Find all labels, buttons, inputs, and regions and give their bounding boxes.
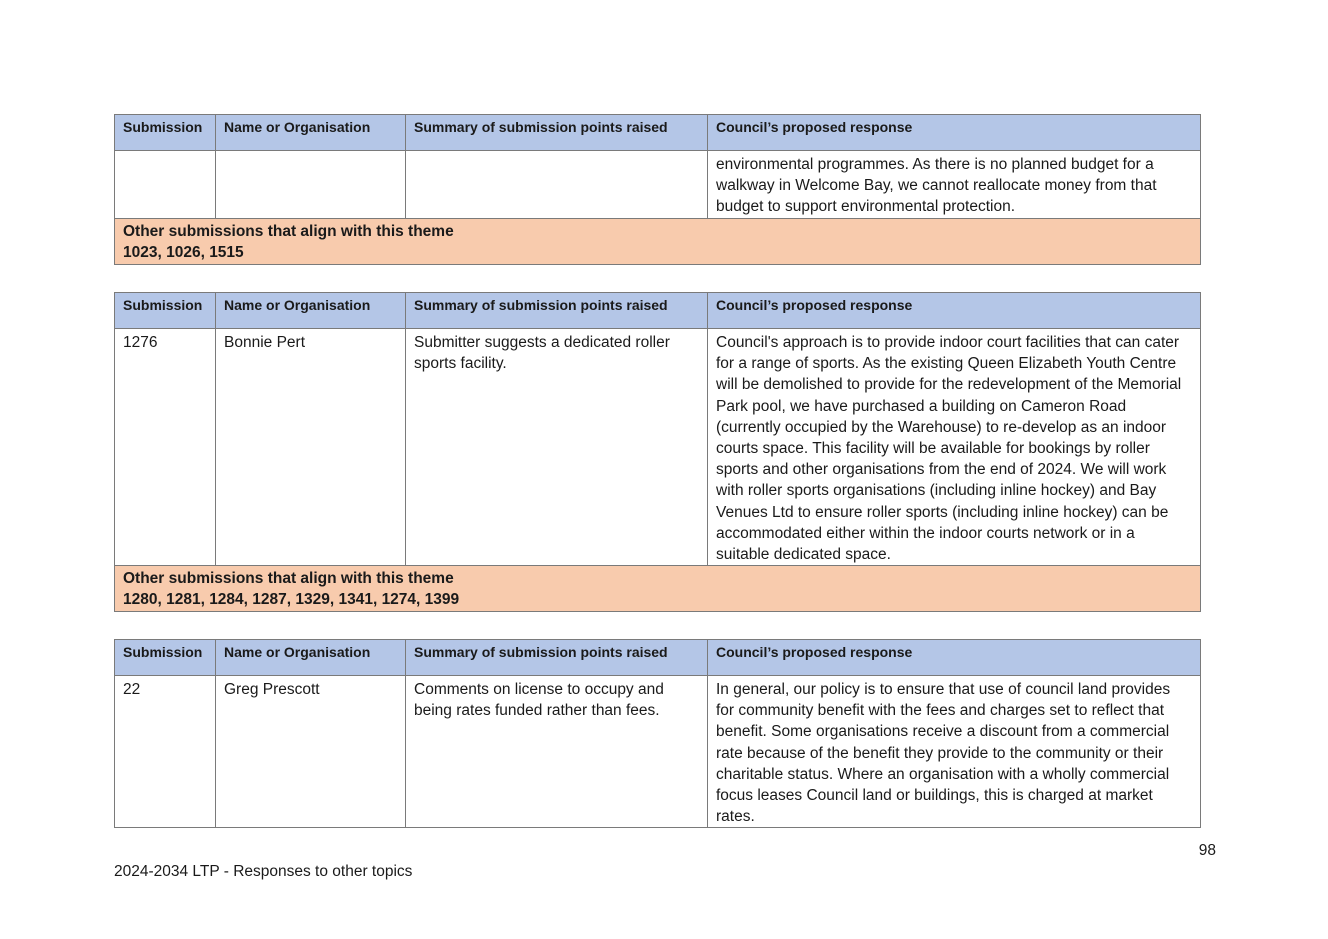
cell-summary: Submitter suggests a dedicated roller sports facility. (406, 329, 708, 566)
theme-cell (115, 218, 1201, 264)
header-name: Name or Organisation (216, 115, 406, 151)
cell-submission (115, 151, 216, 219)
submission-table-2 (114, 292, 1201, 612)
cell-submission: 1276 (115, 329, 216, 566)
header-response: Council’s proposed response (708, 115, 1201, 151)
table-header-row (115, 115, 1201, 151)
cell-summary: Comments on license to occupy and being rates funded rather than fees. (406, 676, 708, 828)
table-header-row (115, 640, 1201, 676)
header-name: Name or Organisation (216, 293, 406, 329)
page-footer: 2024-2034 LTP - Responses to other topics (114, 863, 413, 880)
header-summary: Summary of submission points raised (406, 115, 708, 151)
header-response: Council’s proposed response (708, 640, 1201, 676)
header-summary: Summary of submission points raised (406, 293, 708, 329)
theme-ids: 1280, 1281, 1284, 1287, 1329, 1341, 1274, 1399 (123, 591, 460, 609)
theme-ids: 1023, 1026, 1515 (123, 243, 244, 261)
table-header-row (115, 293, 1201, 329)
header-submission: Submission (115, 293, 216, 329)
theme-row (115, 566, 1201, 612)
header-submission: Submission (115, 115, 216, 151)
header-summary: Summary of submission points raised (406, 640, 708, 676)
cell-response: environmental programmes. As there is no planned budget for a walkway in Welcome Bay, we cannot reallocate money from that budget to support environmental protection. (708, 151, 1201, 219)
header-submission: Submission (115, 640, 216, 676)
header-response: Council’s proposed response (708, 293, 1201, 329)
theme-label: Other submissions that align with this theme (123, 222, 454, 240)
cell-response: In general, our policy is to ensure that use of council land provides for community benefit with the fees and charges set to reflect that benefit. Some organisations receive a discount from a commercial rate because of the benefit they provide to the community or their charitable status. Where an organisation with a wholly commercial focus leases Council land or buildings, this is charged at market rates. (708, 676, 1201, 828)
theme-cell (115, 566, 1201, 612)
submission-table-3 (114, 639, 1201, 828)
cell-name (216, 151, 406, 219)
theme-row (115, 218, 1201, 264)
cell-response: Council's approach is to provide indoor court facilities that can cater for a range of sports. As the existing Queen Elizabeth Youth Centre will be demolished to provide for the redevelopment of the Memorial Park pool, we have purchased a building on Cameron Road (currently occupied by the Warehouse) to re-develop as an indoor courts space. This facility will be available for bookings by roller sports and other organisations from the end of 2024. We will work with roller sports organisations (including inline hockey) and Bay Venues Ltd to ensure roller sports (including inline hockey) can be accommodated either within the indoor courts network or in a suitable dedicated space. (708, 329, 1201, 566)
theme-label: Other submissions that align with this theme (123, 570, 454, 588)
header-name: Name or Organisation (216, 640, 406, 676)
cell-summary (406, 151, 708, 219)
table-row (115, 151, 1201, 219)
cell-name: Greg Prescott (216, 676, 406, 828)
table-row (115, 676, 1201, 828)
cell-name: Bonnie Pert (216, 329, 406, 566)
cell-submission: 22 (115, 676, 216, 828)
page-number: 98 (1198, 842, 1216, 859)
submission-table-1 (114, 114, 1201, 265)
table-row (115, 329, 1201, 566)
